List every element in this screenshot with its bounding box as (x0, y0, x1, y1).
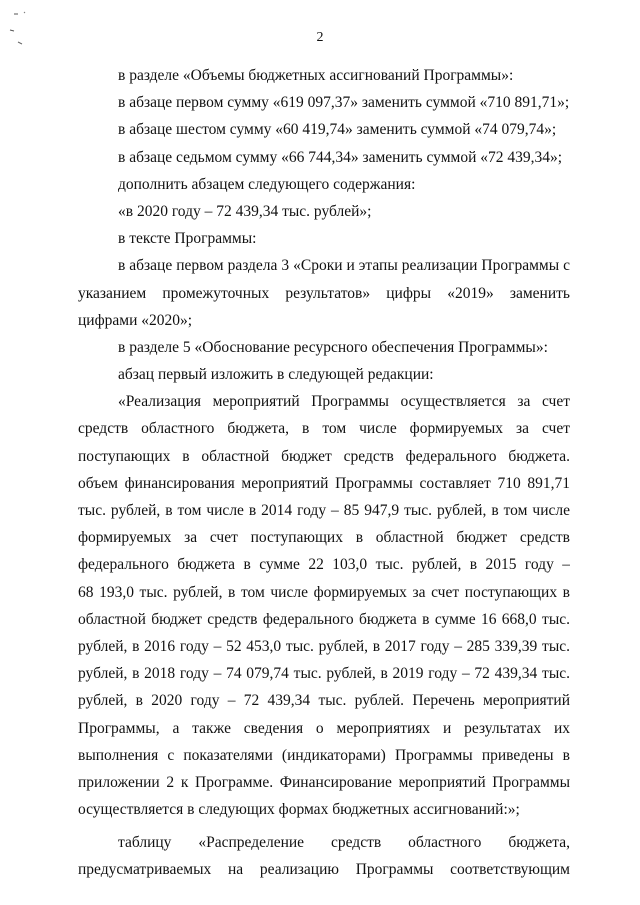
text-line: в тексте Программы: (118, 230, 257, 248)
text-line: осуществляется в следующих формах бюджетных ассигнований:»; (78, 801, 520, 819)
text-line: средств областного бюджета, в том числе формируемых за счет (78, 420, 570, 438)
text-line: поступающих в областной бюджет средств федерального бюджета. (78, 447, 570, 465)
text-line: рублей, в 2020 году – 72 439,34 тыс. рублей. Перечень мероприятий (78, 692, 570, 710)
text-line: абзац первый изложить в следующей редакции: (118, 366, 434, 384)
text-line: областной бюджет средств федерального бюджета в сумме 16 668,0 тыс. (78, 610, 570, 628)
text-line: указанием промежуточных результатов» цифры «2019» заменить (78, 284, 570, 302)
text-line: в абзаце первом раздела 3 «Сроки и этапы реализации Программы с (118, 257, 570, 275)
text-line: в абзаце шестом сумму «60 419,74» заменить суммой «74 079,74»; (118, 121, 557, 139)
text-line: приложении 2 к Программе. Финансирование мероприятий Программы (78, 773, 570, 791)
document-body (78, 62, 570, 884)
text-line: цифрами «2020»; (78, 311, 193, 329)
text-line: рублей, в 2016 году – 52 453,0 тыс. рублей, в 2017 году – 285 339,39 тыс. (78, 637, 570, 655)
text-line: дополнить абзацем следующего содержания: (118, 175, 416, 193)
text-line: таблицу «Распределение средств областного бюджета, (118, 834, 570, 852)
text-line: в абзаце первом сумму «619 097,37» заменить суммой «710 891,71»; (118, 94, 570, 112)
text-line: в разделе «Объемы бюджетных ассигнований Программы»: (118, 67, 514, 84)
text-line: выполнения с показателями (индикаторами) Программы приведены в (78, 746, 570, 764)
text-line: федерального бюджета в сумме 22 103,0 тыс. рублей, в 2015 году – (78, 556, 570, 574)
text-line: «Реализация мероприятий Программы осуществляется за счет (118, 393, 570, 411)
text-line: 68 193,0 тыс. рублей, в том числе формируемых за счет поступающих в (78, 583, 570, 601)
text-line: в абзаце седьмом сумму «66 744,34» заменить суммой «72 439,34»; (118, 148, 563, 166)
text-line: рублей, в 2018 году – 74 079,74 тыс. рублей, в 2019 году – 72 439,34 тыс. (78, 665, 570, 683)
text-line: предусматриваемых на реализацию Программы соответствующим (78, 861, 570, 879)
text-line: тыс. рублей, в том числе в 2014 году – 85 947,9 тыс. рублей, в том числе (78, 502, 570, 519)
text-line: в разделе 5 «Обоснование ресурсного обеспечения Программы»: (118, 338, 548, 356)
text-line: «в 2020 году – 72 439,34 тыс. рублей»; (118, 202, 372, 220)
text-line: объем финансирования мероприятий Программы составляет 710 891,71 (78, 474, 570, 492)
text-line: формируемых за счет поступающих в областной бюджет средств (78, 529, 570, 547)
page-number: 2 (316, 30, 324, 45)
text-line: Программы, а также сведения о мероприятиях и результатах их (78, 719, 570, 737)
